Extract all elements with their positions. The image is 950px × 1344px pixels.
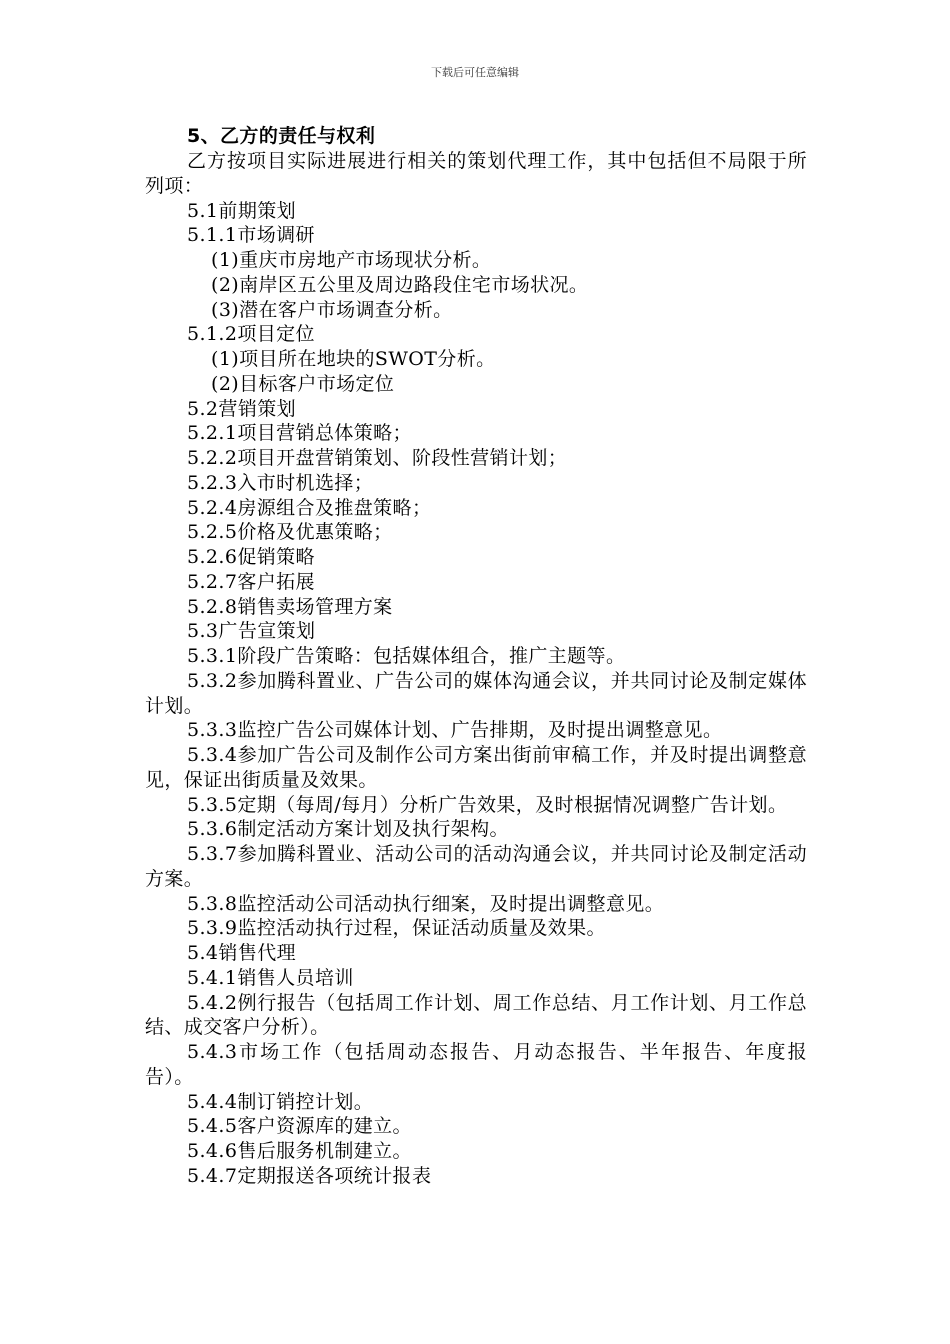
item-5-3-9: 5.3.9监控活动执行过程，保证活动质量及效果。	[187, 917, 606, 940]
item-5-4-2: 5.4.2例行报告（包括周工作计划、周工作总结、月工作计划、月工作总结、成交客户分析）。	[145, 991, 807, 1039]
item-5-2-5: 5.2.5价格及优惠策略；	[187, 521, 393, 544]
document-body	[145, 123, 807, 1189]
item-5-2: 5.2营销策划	[187, 397, 297, 420]
item-5-2-2: 5.2.2项目开盘营销策划、阶段性营销计划；	[187, 447, 568, 469]
item-5-4-1: 5.4.1销售人员培训	[187, 966, 354, 989]
item-5-1-1: 5.1.1市场调研	[187, 224, 315, 247]
item-5-2-7: 5.2.7客户拓展	[187, 570, 315, 593]
item-5-1: 5.1前期策划	[187, 199, 297, 222]
page-header: 下载后可任意编辑	[431, 66, 519, 79]
section-title: 5、乙方的责任与权利	[187, 125, 376, 147]
item-5-4-4: 5.4.4制订销控计划。	[187, 1090, 374, 1113]
item-5-3-6: 5.3.6制定活动方案计划及执行架构。	[187, 818, 509, 841]
item-5-1-2-b: (2)目标客户市场定位	[211, 372, 395, 395]
item-5-1-1-c: (3)潜在客户市场调查分析。	[211, 298, 453, 321]
intro-paragraph: 乙方按项目实际进展进行相关的策划代理工作，其中包括但不局限于所列项：	[145, 150, 807, 197]
item-5-4-7: 5.4.7定期报送各项统计报表	[187, 1164, 432, 1187]
item-5-2-4: 5.2.4房源组合及推盘策略；	[187, 496, 432, 519]
item-5-2-1: 5.2.1项目营销总体策略；	[187, 422, 412, 445]
item-5-3-2: 5.3.2参加腾科置业、广告公司的媒体沟通会议，并共同讨论及制定媒体计划。	[145, 669, 807, 717]
item-5-3-4: 5.3.4参加广告公司及制作公司方案出街前审稿工作，并及时提出调整意见，保证出街质量及效果。	[145, 744, 807, 791]
item-5-3: 5.3广告宣策划	[187, 620, 316, 643]
item-5-3-7: 5.3.7参加腾科置业、活动公司的活动沟通会议，并共同讨论及制定活动方案。	[145, 843, 807, 890]
item-5-4-6: 5.4.6售后服务机制建立。	[187, 1140, 412, 1162]
item-5-2-6: 5.2.6促销策略	[187, 546, 315, 568]
item-5-1-1-b: (2)南岸区五公里及周边路段住宅市场状况。	[211, 273, 589, 296]
item-5-2-8: 5.2.8销售卖场管理方案	[187, 595, 393, 618]
item-5-1-2: 5.1.2项目定位	[187, 323, 315, 346]
item-5-1-1-a: (1)重庆市房地产市场现状分析。	[211, 249, 492, 271]
item-5-4: 5.4销售代理	[187, 942, 297, 964]
item-5-3-1: 5.3.1阶段广告策略：包括媒体组合，推广主题等。	[187, 645, 626, 667]
item-5-3-8: 5.3.8监控活动公司活动执行细案，及时提出调整意见。	[187, 892, 665, 915]
item-5-3-3: 5.3.3监控广告公司媒体计划、广告排期，及时提出调整意见。	[187, 719, 723, 742]
item-5-4-3: 5.4.3市场工作（包括周动态报告、月动态报告、半年报告、年度报告）。	[145, 1041, 807, 1088]
item-5-4-5: 5.4.5客户资源库的建立。	[187, 1115, 412, 1138]
item-5-2-3: 5.2.3入市时机选择；	[187, 471, 374, 494]
item-5-3-5: 5.3.5定期（每周/每月）分析广告效果，及时根据情况调整广告计划。	[187, 793, 788, 816]
item-5-1-2-a: (1)项目所在地块的SWOT分析。	[211, 348, 496, 370]
